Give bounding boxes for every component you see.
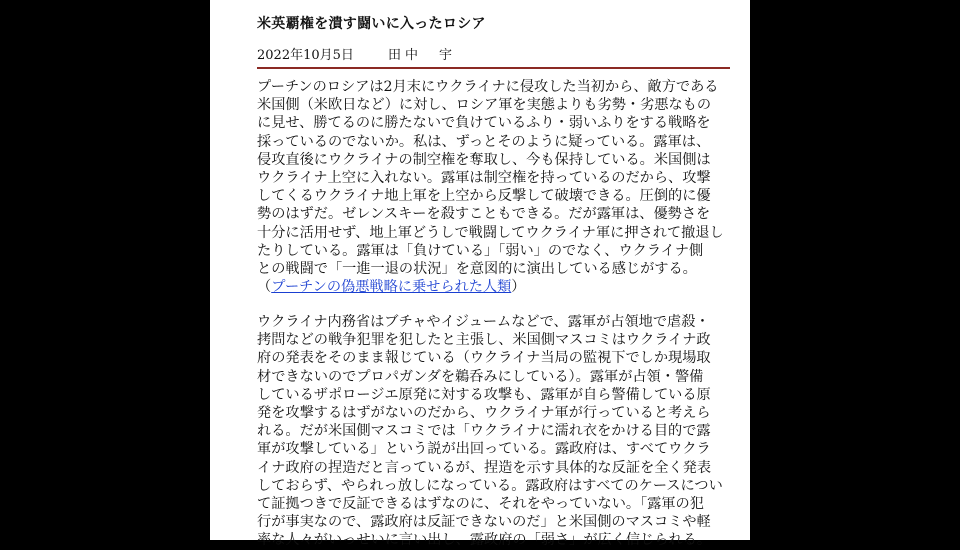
paragraph-line: に見せ、勝てるのに勝たないで負けているふり・弱いふりをする戦略を bbox=[257, 115, 711, 132]
related-article-line bbox=[257, 278, 727, 296]
paragraph-line: しているザポロージエ原発に対する攻撃も、露軍が自ら警備している原 bbox=[257, 386, 711, 403]
link-close-paren: ） bbox=[511, 279, 526, 296]
paragraph-line: 米国側（米欧日など）に対し、ロシア軍を実態よりも劣勢・劣悪なもの bbox=[257, 97, 712, 114]
title-divider bbox=[257, 67, 730, 69]
paragraph-line: 拷問などの戦争犯罪を犯したと主張し、米国側マスコミはウクライナ政 bbox=[257, 332, 711, 349]
paragraph-line: 発を攻撃するはずがないのだから、ウクライナ軍が行っていると考えら bbox=[257, 405, 711, 422]
paragraph-line: 侵攻直後にウクライナの制空権を奪取し、今も保持している。米国側は bbox=[257, 151, 711, 168]
article-title: 米英覇権を潰す闘いに入ったロシア bbox=[257, 16, 486, 32]
related-article-link[interactable]: プーチンの偽悪戦略に乗せられた人類 bbox=[271, 279, 512, 296]
article-author: 田中 宇 bbox=[388, 48, 457, 63]
paragraph-line: しておらず、やられっ放しになっている。露政府はすべてのケースについ bbox=[257, 477, 723, 494]
paragraph-line: 材できないのでプロパガンダを鵜呑みにしている）。露軍が占領・警備 bbox=[257, 368, 704, 385]
article-byline bbox=[257, 44, 456, 63]
paragraph-line: たりしている。露軍は「負けている」「弱い」のでなく、ウクライナ側 bbox=[257, 242, 704, 259]
paragraph-line: 府の発表をそのまま報じている（ウクライナ当局の監視下でしか現場取 bbox=[257, 350, 711, 367]
paragraph-line: イナ政府の捏造だと言っているが、捏造を示す具体的な反証を全く発表 bbox=[257, 459, 712, 476]
paragraph-line: 行が事実なので、露政府は反証できないのだ」と米国側のマスコミや軽 bbox=[257, 514, 711, 531]
paragraph-1 bbox=[257, 78, 727, 296]
paragraph-line: してくるウクライナ地上軍を上空から反撃して破壊できる。圧倒的に優 bbox=[257, 188, 711, 205]
paragraph-2 bbox=[257, 313, 727, 550]
paragraph-line: 採っているのでないか。私は、ずっとそのように疑っている。露軍は、 bbox=[257, 133, 711, 150]
paragraph-line: 勢のはずだ。ゼレンスキーを殺すこともできる。だが露軍は、優勢さを bbox=[257, 206, 711, 223]
link-open-paren: （ bbox=[257, 279, 272, 296]
paragraph-line: との戦闘で「一進一退の状況」を意図的に演出している感じがする。 bbox=[257, 261, 697, 278]
paragraph-line: 十分に活用せず、地上軍どうしで戦闘してウクライナ軍に押されて撤退し bbox=[257, 224, 724, 241]
paragraph-line: 軍が攻撃している」という説が出回っている。露政府は、すべてウクラ bbox=[257, 441, 711, 458]
paragraph-line: プーチンのロシアは2月末にウクライナに侵攻した当初から、敵方である bbox=[257, 79, 719, 95]
article-page bbox=[210, 0, 750, 549]
paragraph-line: て証拠つきで反証できるはずなのに、それをやっていない。「露軍の犯 bbox=[257, 496, 704, 513]
paragraph-line: 率な人々がいっせいに言い出し、露政府の「弱さ」が広く信じられる。 bbox=[257, 532, 712, 549]
paragraph-line: れる。だが米国側マスコミでは「ウクライナに濡れ衣をかける目的で露 bbox=[257, 423, 711, 440]
article-date: 2022年10月5日 bbox=[257, 48, 354, 63]
paragraph-line: ウクライナ上空に入れない。露軍は制空権を持っているのだから、攻撃 bbox=[257, 170, 711, 187]
paragraph-line: ウクライナ内務省はブチャやイジュームなどで、露軍が占領地で虐殺・ bbox=[257, 314, 710, 330]
